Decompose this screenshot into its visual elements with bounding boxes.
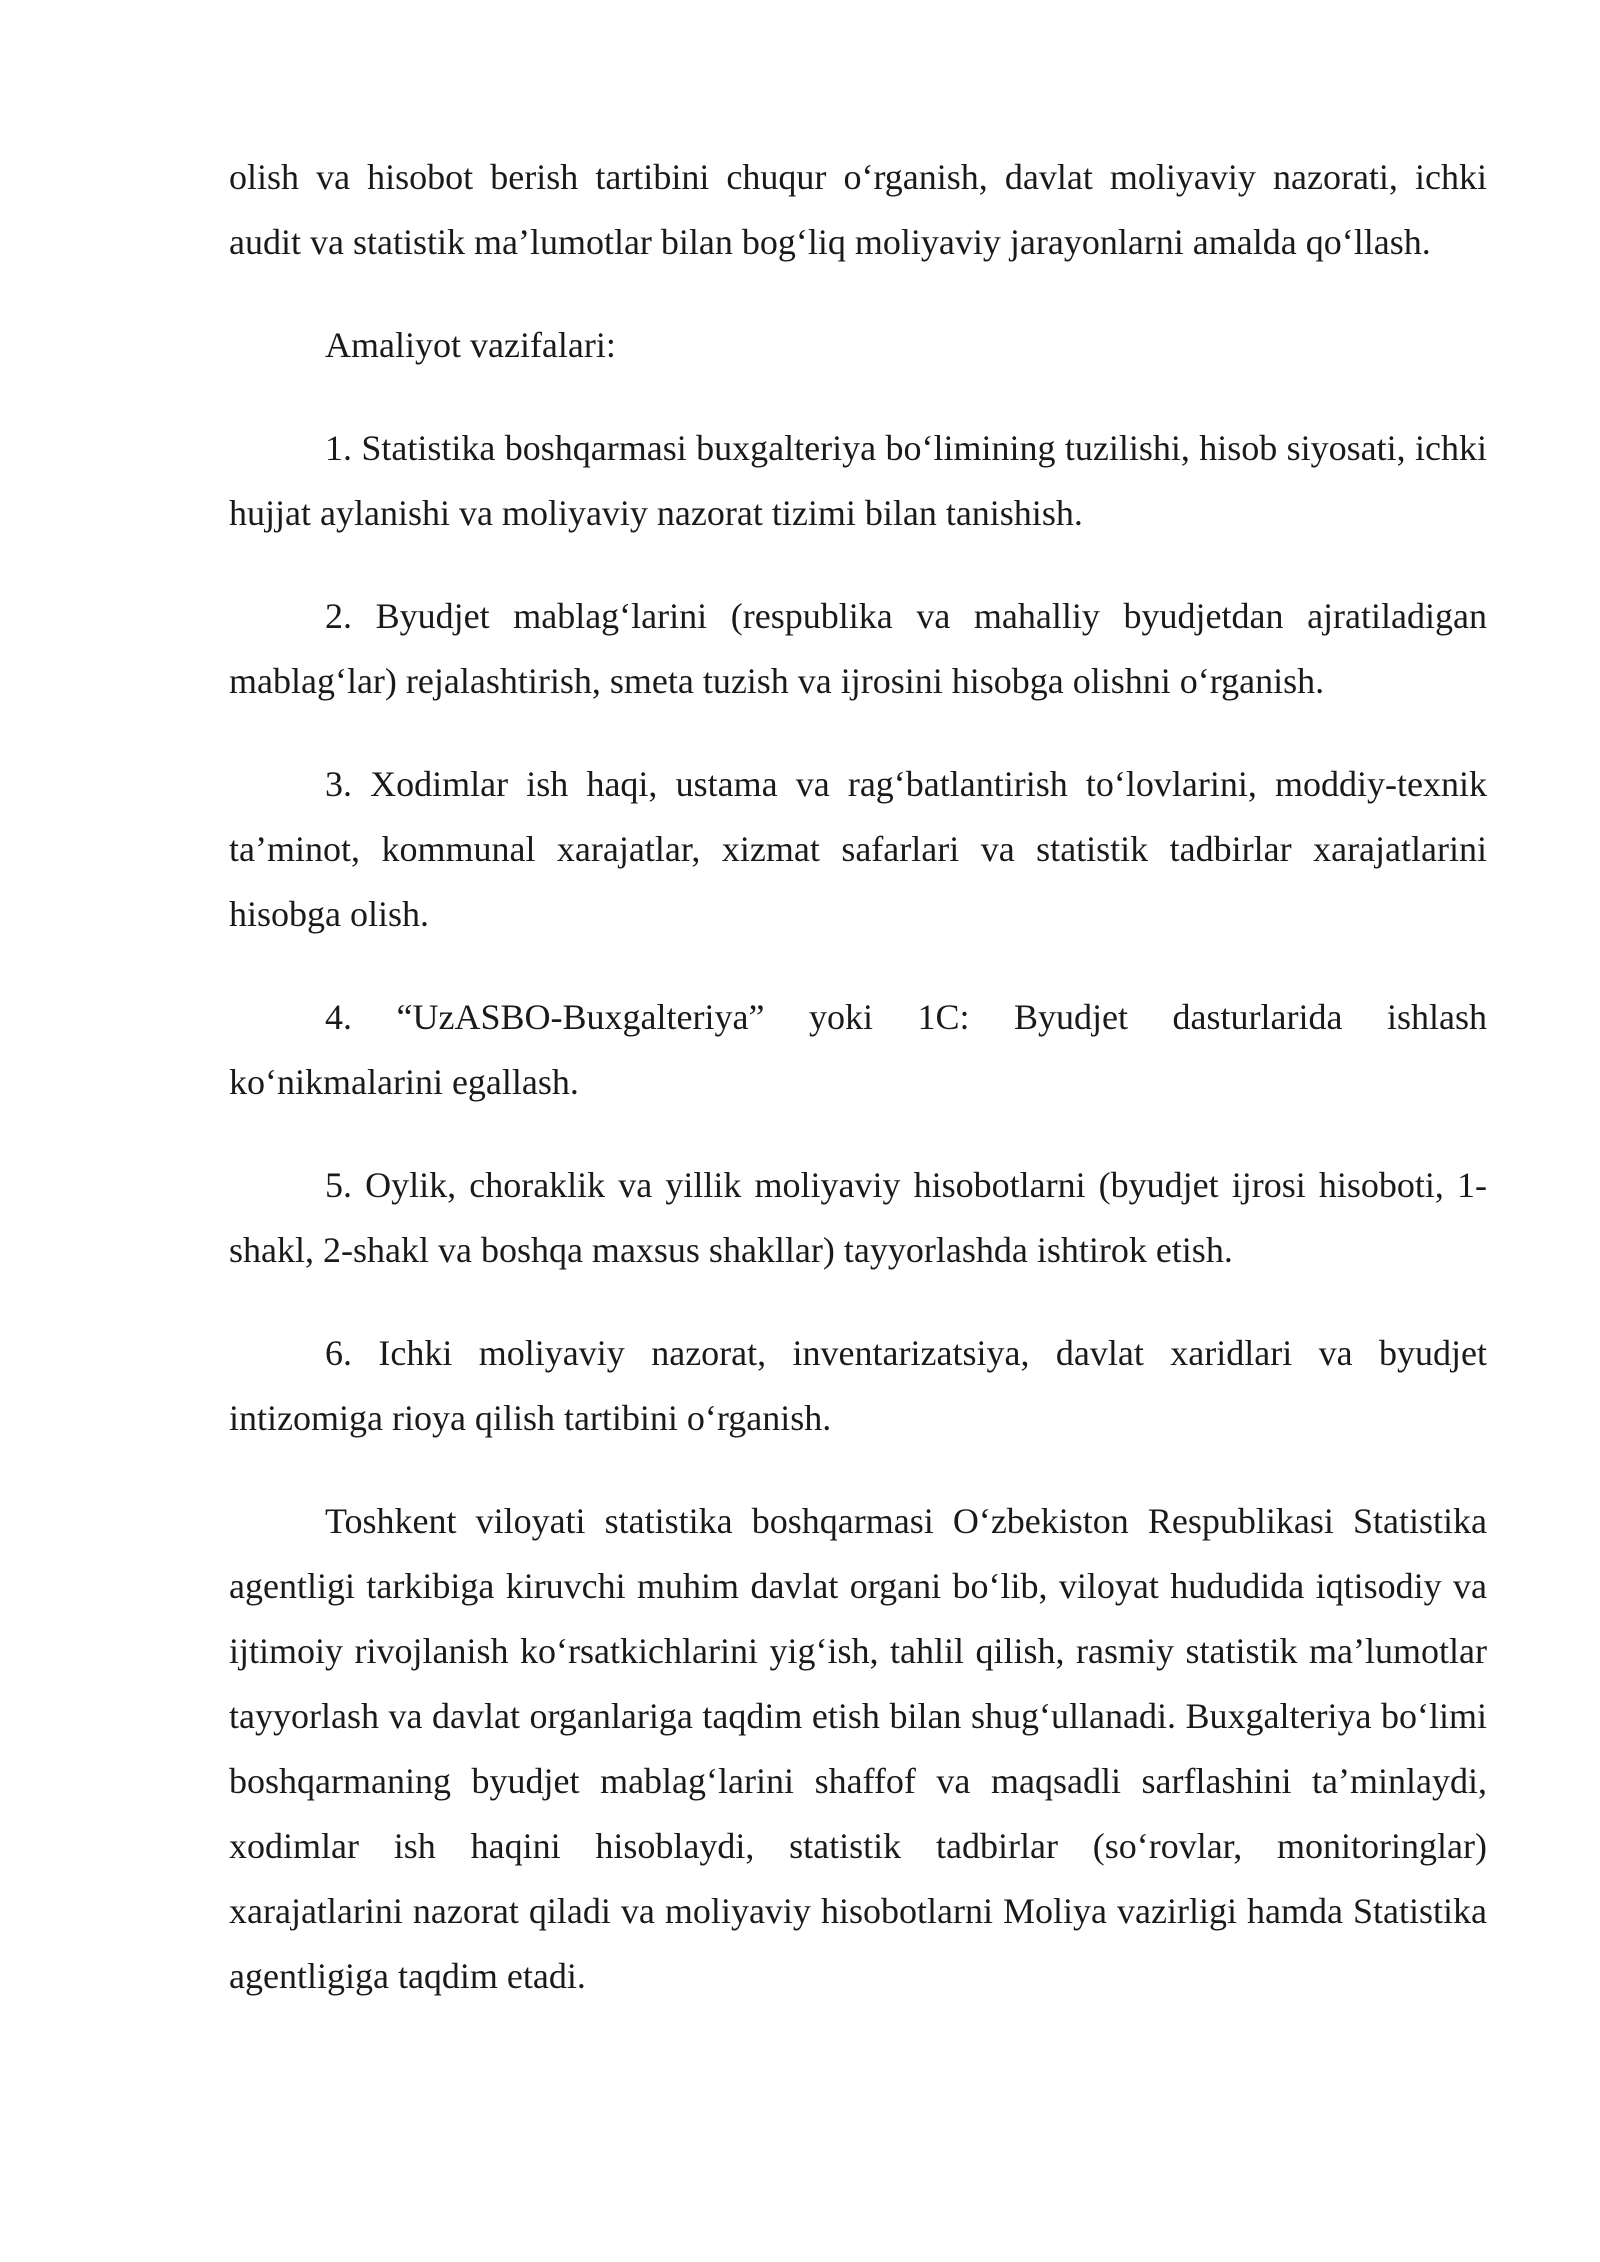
paragraph-task-1: 1. Statistika boshqarmasi buxgalteriya bo‘limining tuzilishi, hisob siyosati, ichki hujjat aylanishi va moliyaviy nazorat tizimi bilan tanishish. [229, 428, 1487, 533]
paragraph-task-5: 5. Oylik, choraklik va yillik moliyaviy hisobotlarni (byudjet ijrosi hisoboti, 1-shakl, 2-shakl va boshqa maxsus shakllar) tayyorlashda ishtirok etish. [229, 1165, 1487, 1270]
paragraph-task-3: 3. Xodimlar ish haqi, ustama va rag‘batlantirish to‘lovlarini, moddiy-texnik ta’minot, kommunal xarajatlar, xizmat safarlari va statistik tadbirlar xarajatlarini hisobga olish. [229, 764, 1487, 934]
paragraph-task-4: 4. “UzASBO-Buxgalteriya” yoki 1C: Byudjet dasturlarida ishlash ko‘nikmalarini egallash. [229, 997, 1487, 1102]
paragraph-task-6: 6. Ichki moliyaviy nazorat, inventarizatsiya, davlat xaridlari va byudjet intizomiga rioya qilish tartibini o‘rganish. [229, 1333, 1487, 1438]
paragraph-continuation: olish va hisobot berish tartibini chuqur o‘rganish, davlat moliyaviy nazorati, ichki audit va statistik ma’lumotlar bilan bog‘liq moliyaviy jarayonlarni amalda qo‘llash. [229, 157, 1487, 262]
document-body [229, 145, 1487, 2047]
paragraph-task-2: 2. Byudjet mablag‘larini (respublika va mahalliy byudjetdan ajratiladigan mablag‘lar) rejalashtirish, smeta tuzish va ijrosini hisobga olishni o‘rganish. [229, 596, 1487, 701]
paragraph-description: Toshkent viloyati statistika boshqarmasi O‘zbekiston Respublikasi Statistika agentligi tarkibiga kiruvchi muhim davlat organi bo‘lib, viloyat hududida iqtisodiy va ijtimoiy rivojlanish ko‘rsatkichlarini yig‘ish, tahlil qilish, rasmiy statistik ma’lumotlar tayyorlash va davlat organlariga taqdim etish bilan shug‘ullanadi. Buxgalteriya bo‘limi boshqarmaning byudjet mablag‘larini shaffof va maqsadli sarflashini ta’minlaydi, xodimlar ish haqini hisoblaydi, statistik tadbirlar (so‘rovlar, monitoringlar) xarajatlarini nazorat qiladi va moliyaviy hisobotlarni Moliya vazirligi hamda Statistika agentligiga taqdim etadi. [229, 1501, 1487, 1996]
paragraph-tasks-heading: Amaliyot vazifalari: [325, 325, 616, 365]
